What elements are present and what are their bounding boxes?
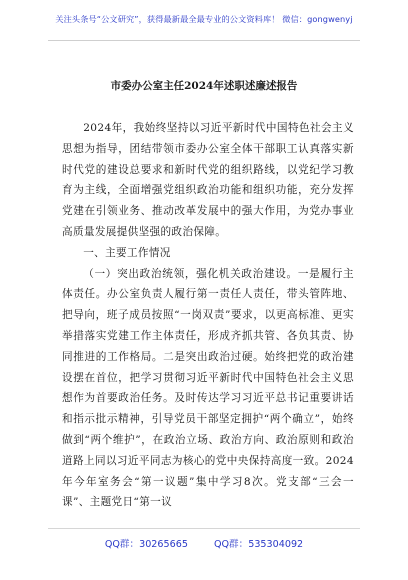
footer-qq-group-1: QQ群：30265665 xyxy=(104,539,188,550)
intro-paragraph: 2024年，我始终坚持以习近平新时代中国特色社会主义思想为指导，团结带领市委办公室全体干部职工认真落实新时代党的建设总要求和新时代党的组织路线，以党纪学习教育为主线，全面增强党组织政治功能和组织功能，充分发挥党建在引领业务、推动改革发展中的强大作用，为党办事业高质量发展提供坚强的政治保障。 xyxy=(62,122,354,238)
footer xyxy=(0,536,408,550)
body-paragraph: （一）突出政治统领，强化机关政治建设。一是履行主体责任。办公室负责人履行第一责任人责任，带头管阵地、把导向，班子成员按照“一岗双责”要求，以更高标准、更实举措落实党建工作主体责任，形成齐抓共管、各负其责、协同推进的工作格局。二是突出政治过硬。始终把党的政治建设摆在首位，把学习贯彻习近平新时代中国特色社会主义思想作为首要政治任务。及时传达学习习近平总书记重要讲话和指示批示精神，引导党员干部坚定拥护“两个确立”，始终做到“两个维护”，在政治立场、政治方向、政治原则和政治道路上同以习近平同志为核心的党中央保持高度一致。2024年今年室务会“第一议题”集中学习8次。党支部“三会一课”、主题党日“第一议 xyxy=(62,267,354,509)
header-divider xyxy=(48,40,360,41)
footer-divider xyxy=(48,528,360,529)
section-heading: 一、主要工作情况 xyxy=(83,246,171,259)
footer-qq-group-2: QQ群：535304092 xyxy=(213,539,304,550)
document-body xyxy=(62,118,354,513)
header-banner: 关注头条号“公文研究”，获得最新最全最专业的公文资料库！ 微信：gongwenyj xyxy=(55,14,353,24)
document-title: 市委办公室主任2024年述职述廉述报告 xyxy=(110,80,298,92)
